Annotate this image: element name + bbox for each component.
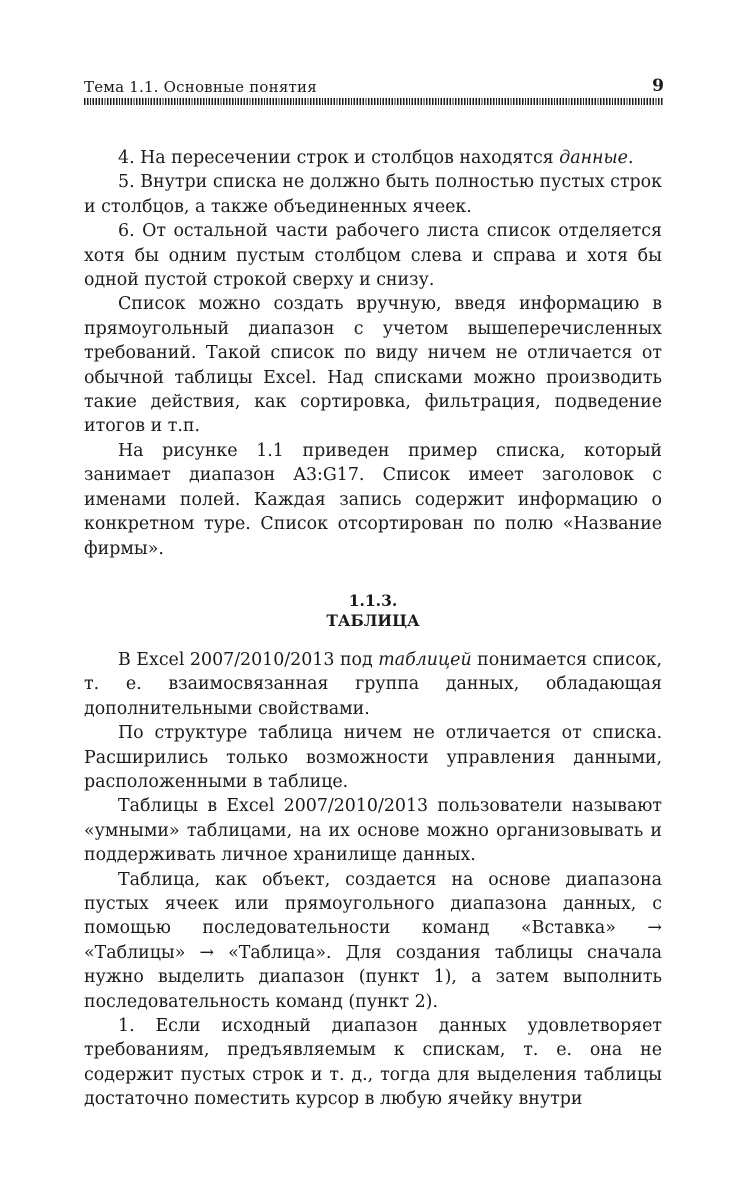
emphasis: таблицей [378,649,472,670]
paragraph: Таблица, как объект, создается на основе диапазона пустых ячеек или прямоугольного диапазона данных, с помощью последовательности команд «Вставка» → «Таблицы» → «Таблица». Для создания таблицы сначала нужно выделить диапазон (пункт 1), а затем выполнить последовательность команд (пункт 2). [84,869,662,1012]
page-number: 9 [652,76,664,96]
paragraphs-top [84,146,662,561]
paragraph: 6. От остальной части рабочего листа список отделяется хотя бы одним пустым столбцом слева и справа и хотя бы одной пустой строкой сверху и снизу. [84,221,662,291]
paragraph: 1. Если исходный диапазон данных удовлетворяет требованиям, предъявляемым к спискам, т. е. она не содержит пустых строк и т. д., тогда для выделения таблицы достаточно поместить курсор в любую ячейку внутри [84,1016,662,1110]
paragraphs-bottom [84,648,662,1112]
running-title: Тема 1.1. Основные понятия [84,78,317,96]
section-heading [84,591,662,631]
paragraph: Список можно создать вручную, введя информацию в прямоугольный диапазон с учетом вышеперечисленных требований. Такой список по виду ничем не отличается от обычной таблицы Excel. Над списками можно производить такие действия, как сортировка, фильтрация, подведение итогов и т.п. [84,294,662,437]
page-header [84,76,664,98]
paragraph: По структуре таблица ничем не отличается от списка. Расширились только возможности управления данными, расположенными в таблице. [84,723,662,792]
section-number: 1.1.3. [348,590,398,610]
paragraph: В Excel 2007/2010/2013 под таблицей понимается список, т. е. взаимосвязанная группа данных, обладающая дополнительными свойствами. [84,649,662,719]
section-title: ТАБЛИЦА [326,610,420,630]
paragraph: На рисунке 1.1 приведен пример списка, который занимает диапазон A3:G17. Список имеет заголовок с именами полей. Каждая запись содержит информацию о конкретном туре. Список отсортирован по полю «Название фирмы». [84,440,662,559]
paragraph: 4. На пересечении строк и столбцов находятся данные. [118,148,634,168]
paragraph: Таблицы в Excel 2007/2010/2013 пользователи называют «умными» таблицами, на их основе можно организовывать и поддерживать личное хранилище данных. [84,796,662,866]
emphasis: данные [559,148,628,168]
page-body [84,146,662,1112]
paragraph: 5. Внутри списка не должно быть полностью пустых строк и столбцов, а также объединенных ячеек. [84,172,662,217]
header-rule [84,98,664,105]
